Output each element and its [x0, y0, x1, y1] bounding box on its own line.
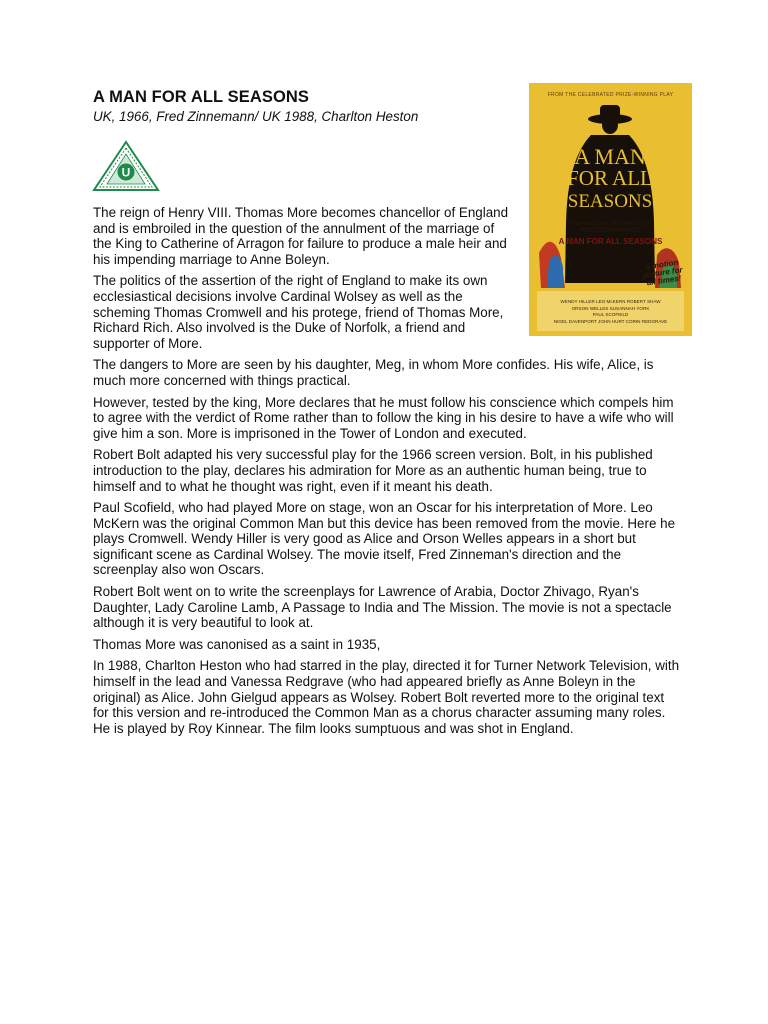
paragraph-2: The politics of the assertion of the right of England to make its own ecclesiastical decisions involve Cardinal Wolsey as well as the scheming Thomas Cromwell and his protege, friend of Thomas More, Richard Rich. Also involved is the Duke of Norfolk, a friend and supporter of More.: [93, 273, 504, 351]
paragraph-4: However, tested by the king, More declares that he must follow his conscience which compels him to agree with the verdict of Rome rather than to follow the king in his desire to have a wife who will give him a son. More is imprisoned in the Tower of London and executed.: [93, 394, 674, 441]
paragraph-3: The dangers to More are seen by his daughter, Meg, in whom More confides. His wife, Alice, is much more concerned with things practical.: [93, 357, 654, 388]
bbfc-u-certificate-icon: [92, 140, 160, 192]
paragraph-9: In 1988, Charlton Heston who had starred in the play, directed it for Turner Network Television, with himself in the lead and Vanessa Redgrave (who had appeared briefly as Anne Boleyn in the original) as Alice. John Gielgud appears as Wolsey. Robert Bolt reverted more to the original text for this version and re-introduced the Common Man as a chorus character assuming many roles. He is played by Roy Kinnear. The film looks sumptuous and was shot in England.: [93, 658, 680, 736]
poster-motion-picture: a motion picture for all times!: [642, 257, 684, 288]
poster-screenplay-credit: FRED ZINNEMANN'S: [581, 228, 640, 234]
paragraph-7: Robert Bolt went on to write the screenplays for Lawrence of Arabia, Doctor Zhivago, Ryan's Daughter, Lady Caroline Lamb, A Passage to India and The Mission. The movie is not a spectacle although it is very beautiful to look at.: [93, 584, 672, 631]
certificate-letter: U: [121, 165, 131, 180]
paragraph-8: Thomas More was canonised as a saint in 1935,: [93, 636, 381, 652]
page-title: A MAN FOR ALL SEASONS: [93, 88, 309, 106]
poster-cast-line3: PAUL SCOFIELD: [592, 312, 629, 318]
film-subtitle: UK, 1966, Fred Zinnemann/ UK 1988, Charlton Heston: [93, 109, 419, 124]
poster-cast-line1: WENDY HILLER LEO McKERN ROBERT SHAW: [560, 299, 661, 304]
paragraph-1: The reign of Henry VIII. Thomas More becomes chancellor of England and is embroiled in the question of the annulment of the marriage of the King to Catherine of Arragon for failure to produce a male heir and his impending marriage to Anne Boleyn.: [93, 205, 509, 267]
poster-cast-line2: ORSON WELLES SUSANNAH YORK: [571, 305, 650, 311]
poster-tagline: FROM THE CELEBRATED PRIZE-WINNING PLAY: [547, 92, 674, 98]
poster-from-play: From the play by ROBERT BOLT: [570, 221, 651, 227]
poster-title-line2: FOR ALL: [567, 166, 653, 190]
paragraph-5: Robert Bolt adapted his very successful play for the 1966 screen version. Bolt, in his published introduction to the play, declares his admiration for More as an authentic human being, true to himself and to what he thought was right, even if it meant his death.: [93, 447, 653, 494]
paragraph-6: Paul Scofield, who had played More on stage, won an Oscar for his interpretation of More. Leo McKern was the original Common Man but this device has been removed from the movie. Here he plays Cromwell. Wendy Hiller is very good as Alice and Orson Welles appears in a short but significant scene as Cardinal Wolsey. The movie itself, Fred Zinneman's direction and the screenplay also won Oscars.: [93, 500, 676, 578]
article-body: [93, 205, 683, 742]
poster-cast-line4: NIGEL DAVENPORT JOHN HURT CORIN REDGRAVE: [553, 318, 668, 324]
poster-title-line3: SEASONS: [567, 191, 653, 212]
poster-film-title: A MAN FOR ALL SEASONS: [558, 237, 663, 246]
poster-title-line1: A MAN: [574, 144, 646, 169]
